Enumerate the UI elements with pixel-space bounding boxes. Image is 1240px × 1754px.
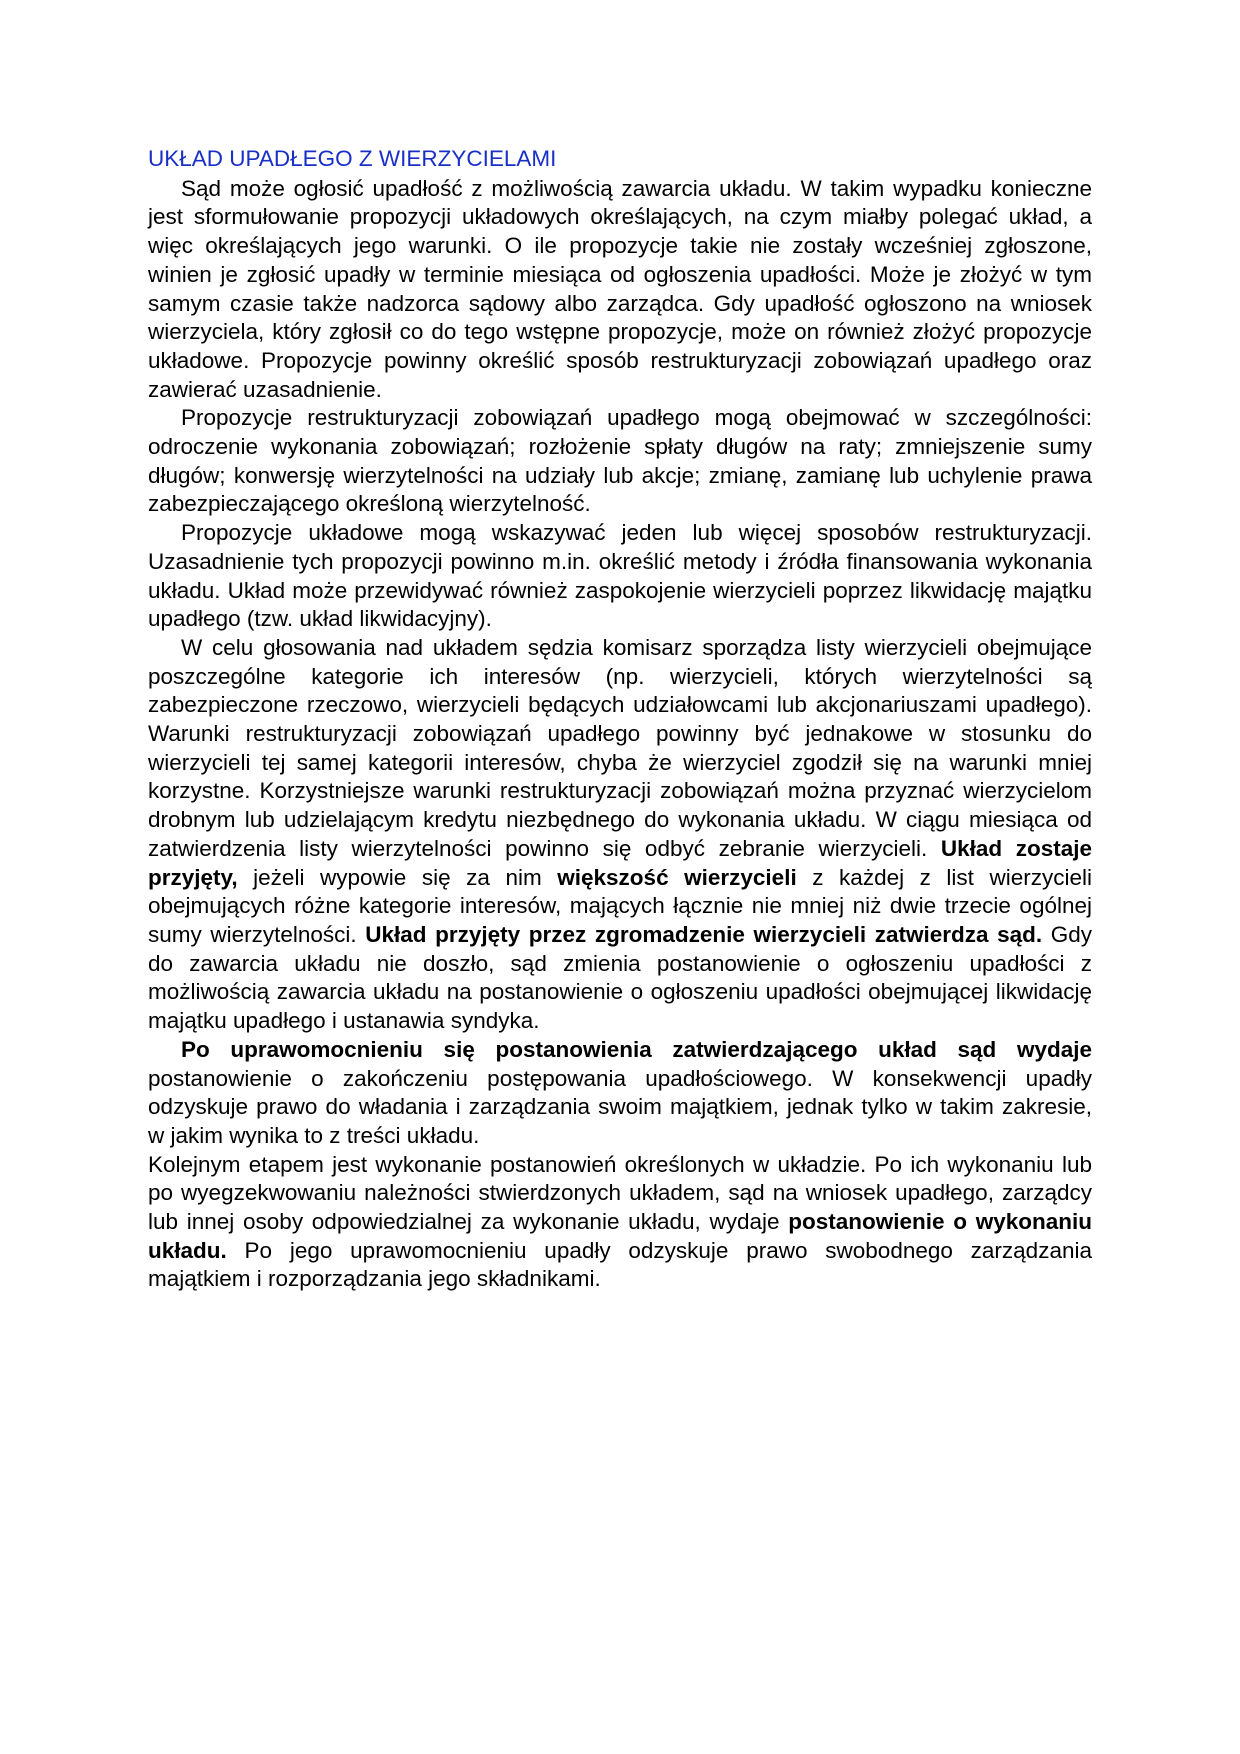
paragraph-4-text-1: W celu głosowania nad układem sędzia komisarz sporządza listy wierzycieli obejmujące poszczególne kategorie ich interesów (np. wierzycieli, których wierzytelności są zabezpieczone rzeczowo, wierzycieli będących udziałowcami lub akcjonariuszami upadłego). Warunki restrukturyzacji zobowiązań upadłego powinny być jednakowe w stosunku do wierzycieli tej samej kategorii interesów, chyba że wierzyciel zgodził się na warunki mniej korzystne. Korzystniejsze warunki restrukturyzacji zobowiązań można przyznać wierzycielom drobnym lub udzielającym kredytu niezbędnego do wykonania układu. W ciągu miesiąca od zatwierdzenia listy wierzytelności powinno się odbyć zebranie wierzycieli. xyxy=(148,634,1092,861)
paragraph-5 xyxy=(148,1036,1092,1151)
paragraph-4-text-3: z każdej z list wierzycieli obejmujących różne kategorie interesów, mających łącznie nie mniej niż dwie trzecie ogólnej sumy wierzytelności. xyxy=(148,864,1092,947)
paragraph-6-text-2: Po jego uprawomocnieniu upadły odzyskuje prawo swobodnego zarządzania majątkiem i rozporządzania jego składnikami. xyxy=(148,1237,1092,1292)
paragraph-6 xyxy=(148,1151,1092,1295)
paragraph-5-bold-1: Po uprawomocnieniu się postanowienia zatwierdzającego układ sąd wydaje xyxy=(181,1036,1092,1062)
paragraph-6-text-1: Kolejnym etapem jest wykonanie postanowień określonych w układzie. Po ich wykonaniu lub po wyegzekwowaniu należności stwierdzonych układem, sąd na wniosek upadłego, zarządcy lub innej osoby odpowiedzialnej za wykonanie układu, wydaje xyxy=(148,1151,1092,1235)
document-page xyxy=(148,145,1092,1294)
document-title: UKŁAD UPADŁEGO Z WIERZYCIELAMI xyxy=(148,146,557,171)
paragraph-6-bold-1: postanowienie o wykonaniu układu. xyxy=(148,1209,1092,1263)
paragraph-4-bold-3: Układ przyjęty przez zgromadzenie wierzycieli zatwierdza sąd. xyxy=(365,921,1043,947)
paragraph-4-bold-1: Układ zostaje przyjęty, xyxy=(148,835,1092,890)
paragraph-4 xyxy=(148,634,1092,1036)
paragraph-5-text-1: postanowienie o zakończeniu postępowania upadłościowego. W konsekwencji upadły odzyskuje prawo do władania i zarządzania swoim majątkiem, jednak tylko w takim zakresie, w jakim wynika to z treści układu. xyxy=(148,1065,1092,1148)
paragraph-3: Propozycje układowe mogą wskazywać jeden lub więcej sposobów restrukturyzacji. Uzasadnienie tych propozycji powinno m.in. określić metody i źródła finansowania wykonania układu. Układ może przewidywać również zaspokojenie wierzycieli poprzez likwidację majątku upadłego (tzw. układ likwidacyjny). xyxy=(148,520,1092,632)
paragraph-4-text-4: Gdy do zawarcia układu nie doszło, sąd zmienia postanowienie o ogłoszeniu upadłości z możliwością zawarcia układu na postanowienie o ogłoszeniu upadłości obejmującej likwidację majątku upadłego i ustanawia syndyka. xyxy=(148,921,1092,1034)
paragraph-4-bold-2: większość wierzycieli xyxy=(557,864,797,890)
paragraph-4-text-2: jeżeli wypowie się za nim xyxy=(237,864,558,890)
paragraph-1: Sąd może ogłosić upadłość z możliwością zawarcia układu. W takim wypadku konieczne jest sformułowanie propozycji układowych określających, na czym miałby polegać układ, a więc określających jego warunki. O ile propozycje takie nie zostały wcześniej zgłoszone, winien je zgłosić upadły w terminie miesiąca od ogłoszenia upadłości. Może je złożyć w tym samym czasie także nadzorca sądowy albo zarządca. Gdy upadłość ogłoszono na wniosek wierzyciela, który zgłosił co do tego wstępne propozycje, może on również złożyć propozycje układowe. Propozycje powinny określić sposób restrukturyzacji zobowiązań upadłego oraz zawierać uzasadnienie. xyxy=(148,175,1092,402)
paragraph-2: Propozycje restrukturyzacji zobowiązań upadłego mogą obejmować w szczególności: odroczenie wykonania zobowiązań; rozłożenie spłaty długów na raty; zmniejszenie sumy długów; konwersję wierzytelności na udziały lub akcje; zmianę, zamianę lub uchylenie prawa zabezpieczającego określoną wierzytelność. xyxy=(148,405,1092,517)
